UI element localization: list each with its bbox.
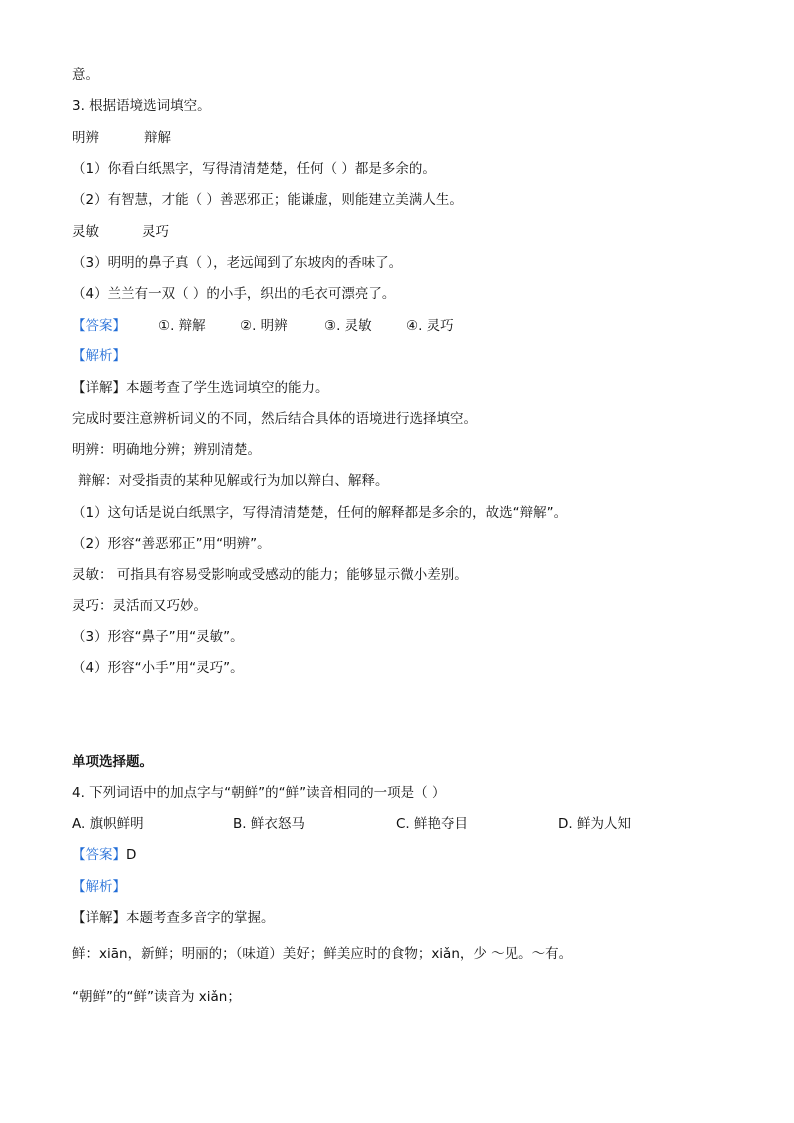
explanation-line: （1）这句话是说白纸黑字，写得清清楚楚，任何的解释都是多余的，故选“辩解”。 bbox=[72, 505, 568, 521]
answer-value: D bbox=[126, 847, 137, 863]
answer-row-q3 bbox=[72, 316, 454, 336]
answer-item: ②. 明辨 bbox=[240, 318, 288, 334]
option-d: D. 鲜为人知 bbox=[558, 816, 631, 832]
detail-line: 【详解】本题考查了学生选词填空的能力。 bbox=[72, 380, 329, 396]
explanation-line: 灵敏： 可指具有容易受影响或受感动的能力；能够显示微小差别。 bbox=[72, 567, 468, 583]
answer-tag: 【答案】 bbox=[72, 318, 126, 334]
explanation-line: 灵巧：灵活而又巧妙。 bbox=[72, 598, 207, 614]
word-option: 明辨 bbox=[72, 130, 99, 146]
word-option: 灵敏 bbox=[72, 224, 99, 240]
sentence-4: （4）兰兰有一双（ ）的小手，织出的毛衣可漂亮了。 bbox=[72, 286, 396, 302]
word-option: 灵巧 bbox=[142, 224, 169, 240]
sentence-1: （1）你看白纸黑字，写得清清楚楚，任何（ ）都是多余的。 bbox=[72, 161, 436, 177]
sentence-2: （2）有智慧，才能（ ）善恶邪正；能谦虚，则能建立美满人生。 bbox=[72, 192, 463, 208]
explanation-line: （3）形容“鼻子”用“灵敏”。 bbox=[72, 629, 244, 645]
word-pair-1 bbox=[72, 128, 171, 148]
explanation-line: （4）形容“小手”用“灵巧”。 bbox=[72, 660, 244, 676]
section-heading: 单项选择题。 bbox=[72, 754, 153, 770]
option-b: B. 鲜衣怒马 bbox=[233, 816, 305, 832]
explanation-line: 辩解：对受指责的某种见解或行为加以辩白、解释。 bbox=[78, 473, 389, 489]
answer-item: ③. 灵敏 bbox=[324, 318, 372, 334]
explanation-line: （2）形容“善恶邪正”用“明辨”。 bbox=[72, 536, 271, 552]
answer-row-q4 bbox=[72, 845, 136, 865]
explanation-line: 明辨：明确地分辨；辨别清楚。 bbox=[72, 442, 261, 458]
option-c: C. 鲜艳夺目 bbox=[396, 816, 469, 832]
word-pair-2 bbox=[72, 222, 169, 242]
option-a: A. 旗帜鲜明 bbox=[72, 816, 144, 832]
explanation-line: “朝鲜”的“鲜”读音为 xiǎn； bbox=[72, 989, 241, 1005]
sentence-3: （3）明明的鼻子真（ ），老远闻到了东坡肉的香味了。 bbox=[72, 255, 403, 271]
answer-tag: 【答案】 bbox=[72, 847, 126, 863]
answer-item: ①. 辩解 bbox=[158, 318, 206, 334]
detail-line: 【详解】本题考查多音字的掌握。 bbox=[72, 910, 275, 926]
analysis-tag: 【解析】 bbox=[72, 879, 126, 895]
explanation-line: 鲜：xiān，新鲜；明丽的；（味道）美好；鲜美应时的食物；xiǎn，少 ～见。～有。 bbox=[72, 946, 573, 962]
answer-item: ④. 灵巧 bbox=[406, 318, 454, 334]
prev-question-tail: 意。 bbox=[72, 67, 99, 83]
analysis-tag: 【解析】 bbox=[72, 348, 126, 364]
question-4-title: 4. 下列词语中的加点字与“朝鲜”的“鲜”读音相同的一项是（ ） bbox=[72, 785, 446, 801]
question-3-title: 3. 根据语境选词填空。 bbox=[72, 98, 211, 114]
word-option: 辩解 bbox=[144, 130, 171, 146]
explanation-line: 完成时要注意辨析词义的不同，然后结合具体的语境进行选择填空。 bbox=[72, 411, 477, 427]
